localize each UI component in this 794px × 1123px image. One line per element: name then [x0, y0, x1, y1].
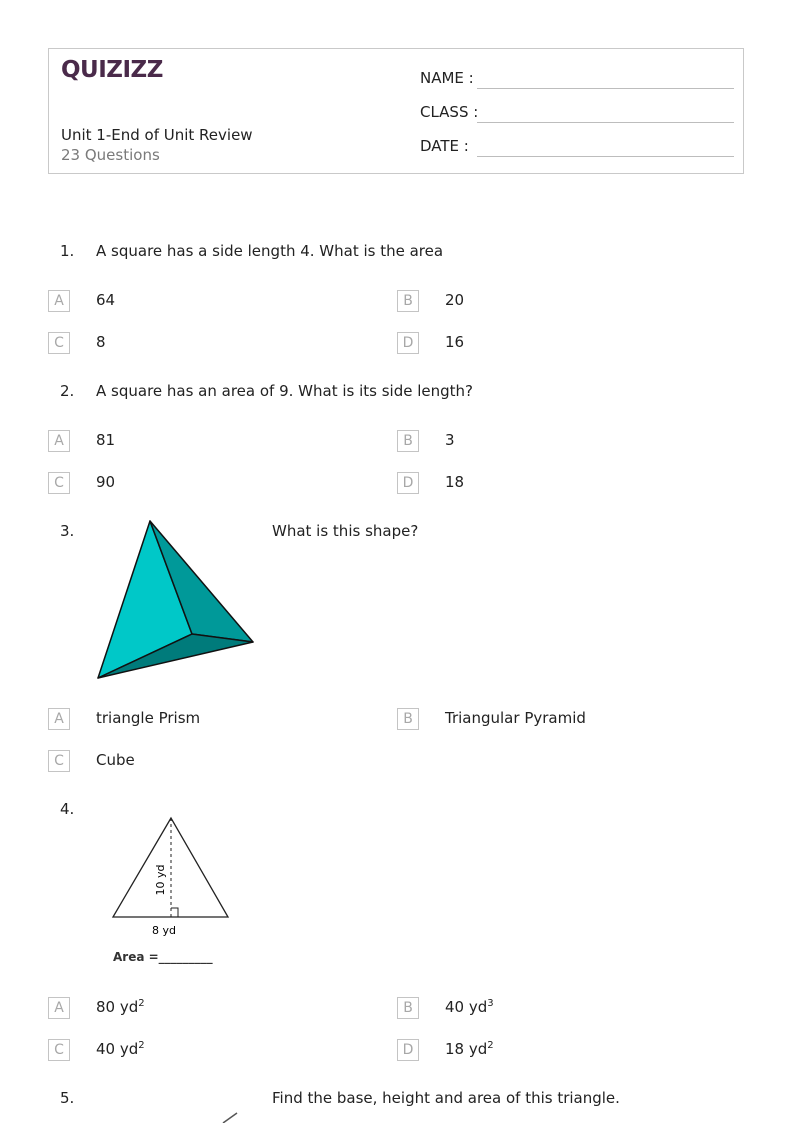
- option-letter: B: [397, 708, 419, 730]
- option-letter: C: [48, 472, 70, 494]
- date-field: [420, 137, 734, 159]
- question-number: 5.: [60, 1089, 75, 1107]
- option-text: 64: [96, 291, 116, 309]
- date-label: DATE :: [420, 137, 469, 155]
- class-field: [420, 103, 734, 125]
- right-angle-mark: [171, 908, 178, 917]
- height-label: 10 yd: [154, 864, 167, 896]
- option-letter: C: [48, 750, 70, 772]
- option-letter: B: [397, 290, 419, 312]
- option-letter: C: [48, 332, 70, 354]
- option-letter: B: [397, 997, 419, 1019]
- option-text: 16: [445, 333, 465, 351]
- name-field: [420, 69, 734, 91]
- option-letter: D: [397, 332, 419, 354]
- option-letter: A: [48, 290, 70, 312]
- question-number: 3.: [60, 522, 75, 540]
- option-letter: A: [48, 430, 70, 452]
- name-label: NAME :: [420, 69, 474, 87]
- triangle-edge: [223, 1113, 237, 1123]
- option-text: 8: [96, 333, 106, 351]
- question-number: 4.: [60, 800, 75, 818]
- area-label: Area =_________: [113, 950, 213, 964]
- option-text: 18 $yd^2$: [445, 1040, 494, 1058]
- triangle-diagram: [100, 810, 240, 970]
- triangle-image-partial: [215, 1110, 245, 1123]
- option-text: 40 $yd^3$: [445, 998, 494, 1016]
- option-text: Cube: [96, 751, 135, 769]
- class-label: CLASS :: [420, 103, 479, 121]
- triangular-pyramid-image: [90, 515, 260, 685]
- option-text: 18: [445, 473, 465, 491]
- option-letter: D: [397, 1039, 419, 1061]
- quizizz-logo: QUIZIZZ: [61, 57, 163, 83]
- option-text: 81: [96, 431, 116, 449]
- option-text: 80 $yd^2$: [96, 998, 145, 1016]
- option-text: 20: [445, 291, 465, 309]
- question-text: A square has an area of 9. What is its side length?: [96, 382, 474, 400]
- base-label: 8 yd: [152, 924, 176, 937]
- question-number: 2.: [60, 382, 75, 400]
- option-text: 3: [445, 431, 455, 449]
- question-text: Find the base, height and area of this triangle.: [272, 1089, 620, 1107]
- option-text: 40 $yd^2$: [96, 1040, 145, 1058]
- option-letter: A: [48, 708, 70, 730]
- question-text: A square has a side length 4. What is the area: [96, 242, 444, 260]
- worksheet-title: Unit 1-End of Unit Review: [61, 126, 253, 144]
- option-letter: B: [397, 430, 419, 452]
- worksheet-header: [48, 48, 744, 174]
- date-line: [477, 156, 734, 157]
- class-line: [477, 122, 734, 123]
- option-letter: D: [397, 472, 419, 494]
- option-text: triangle Prism: [96, 709, 201, 727]
- question-count: 23 Questions: [61, 146, 160, 164]
- option-letter: C: [48, 1039, 70, 1061]
- option-text: Triangular Pyramid: [445, 709, 586, 727]
- option-letter: A: [48, 997, 70, 1019]
- option-text: 90: [96, 473, 116, 491]
- name-line: [477, 88, 734, 89]
- question-text: What is this shape?: [272, 522, 419, 540]
- question-number: 1.: [60, 242, 75, 260]
